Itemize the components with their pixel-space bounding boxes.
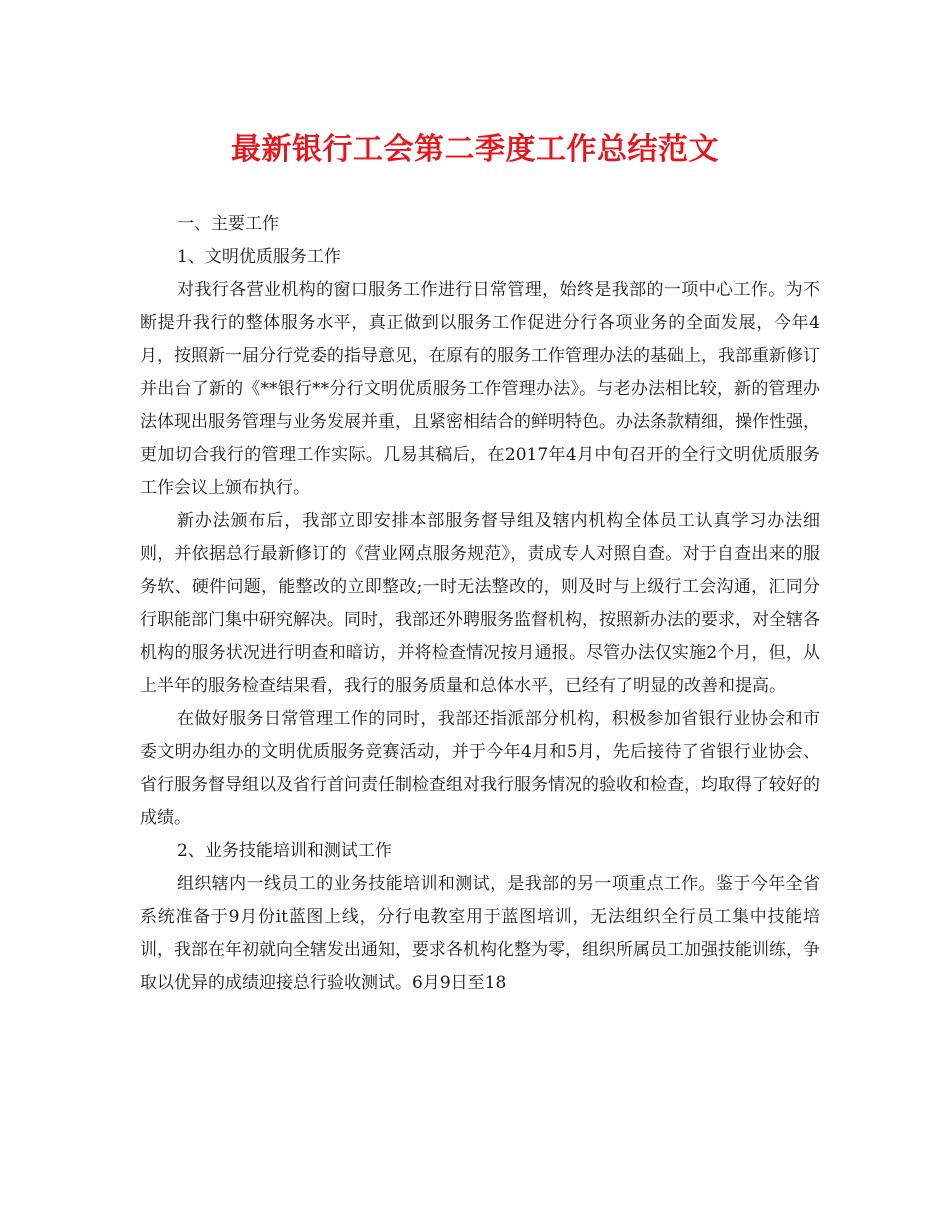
document-title: 最新银行工会第二季度工作总结范文 [231,132,719,167]
paragraph: 组织辖内一线员工的业务技能培训和测试，是我部的另一项重点工作。鉴于今年全省系统准备于9月份it蓝图上线，分行电教室用于蓝图培训，无法组织全行员工集中技能培训，我部在年初就向全辖发出通知，要求各机构化整为零，组织所属员工加强技能训练，争取以优异的成绩迎接总行验收测试。6月9日至18 [140,874,820,993]
section-heading-skills-training: 2、业务技能培训和测试工作 [177,841,392,861]
paragraph: 新办法颁布后，我部立即安排本部服务督导组及辖内机构全体员工认真学习办法细则，并依据总行最新修订的《营业网点服务规范》，责成专人对照自查。对于自查出来的服务软、硬件问题，能整改的立即整改;一时无法整改的，则及时与上级行工会沟通，汇同分行职能部门集中研究解决。同时，我部还外聘服务监督机构，按照新办法的要求，对全辖各机构的服务状况进行明查和暗访，并将检查情况按月通报。尽管办法仅实施2个月，但，从上半年的服务检查结果看，我行的服务质量和总体水平，已经有了明显的改善和提高。 [140,511,820,696]
paragraph: 对我行各营业机构的窗口服务工作进行日常管理，始终是我部的一项中心工作。为不断提升我行的整体服务水平，真正做到以服务工作促进分行各项业务的全面发展，今年4月，按照新一届分行党委的指导意见，在原有的服务工作管理办法的基础上，我部重新修订并出台了新的《**银行**分行文明优质服务工作管理办法》。与老办法相比较，新的管理办法体现出服务管理与业务发展并重，且紧密相结合的鲜明特色。办法条款精细，操作性强，更加切合我行的管理工作实际。几易其稿后，在2017年4月中旬召开的全行文明优质服务工作会议上颁布执行。 [140,280,820,498]
section-heading-civilized-service: 1、文明优质服务工作 [177,247,341,267]
section-heading-main-work: 一、主要工作 [177,214,279,234]
paragraph: 在做好服务日常管理工作的同时，我部还指派部分机构，积极参加省银行业协会和市委文明办组办的文明优质服务竞赛活动，并于今年4月和5月，先后接待了省银行业协会、省行服务督导组以及省行首问责任制检查组对我行服务情况的验收和检查，均取得了较好的成绩。 [140,709,820,828]
document-body [140,208,820,1000]
